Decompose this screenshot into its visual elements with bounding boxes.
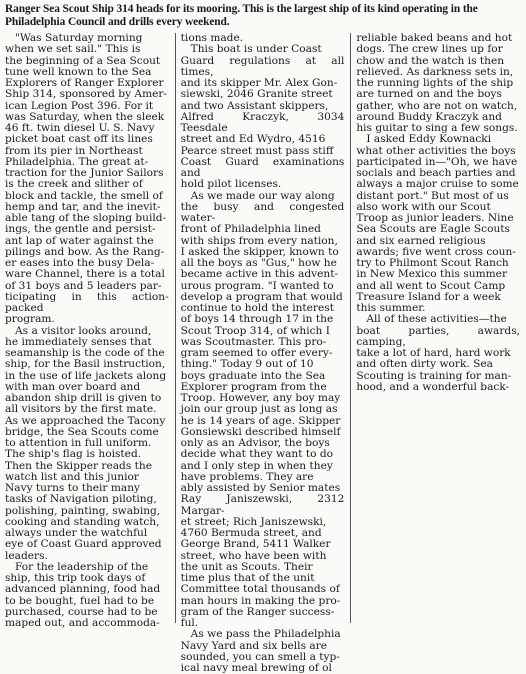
article-paragraph: As a visitor looks around, he immediately senses that seamanship is the code of the ship, for the Basil instruction, in the use of life jackets along with man over board and abandon ship drill is given to all visitors by the first mate. As we approached the Tacony bridge, the Sea Scouts come to attention in full uniform. The ship's flag is hoisted. Then the Skipper reads the watch list and this junior Navy turns to their many tasks of Navigation piloting, polishing, painting, swabing, cooking and standing watch, always under the watchful eye of Coast Guard approved leaders. <box>5 324 167 562</box>
article-paragraph: reliable baked beans and hot dogs. The crew lines up for chow and the watch is then relieved. As darkness sets in, the running lights of the ship are turned on and the boys gather, who are not on watch, around Buddy Kraczyk and his guitar to sing a few songs. <box>356 32 518 134</box>
article-paragraph: All of these activities—the boat parties, awards, camping, take a lot of hard, hard work and often dirty work. Sea Scouting is training for man- hood, and a wonderful back- <box>356 313 521 393</box>
article-paragraph: "Was Saturday morning when we set sail." This is the beginning of a Sea Scout tune well known to the Sea Explorers of Ranger Explorer Ship 314, sponsored by Amer- ican Legion Post 396. For it was Saturday, when the sleek 46 ft. twin diesel U. S. Navy picket boat cast off its lines from its pier in Northeast Philadelphia. The great at- traction for the Junior Sailors is the creek and slither of block and tackle, the smell of hemp and tar, and the inevit- able tang of the sloping build- ings, the gentle and persist- ant lap of water against the pilings and bow. As the Rang- er eases into the busy Dela- ware Channel, there is a total of 31 boys and 5 leaders par- ticipating in this action-packed program. <box>5 32 169 326</box>
article-paragraph: tions made. <box>180 32 244 44</box>
article-paragraph: For the leadership of the ship, this trip took days of advanced planning, food had to be bought, fuel had to be purchased, course had to be maped out, and accommoda- <box>5 560 161 629</box>
photo-caption: Ranger Sea Scout Ship 314 heads for its mooring. This is the largest ship of its kind operating in the Philadelphia Council and drills every weekend. <box>5 3 478 28</box>
article-columns <box>5 32 521 674</box>
article-column-1 <box>5 32 169 629</box>
article-column-3 <box>350 33 520 623</box>
article-paragraph: As we made our way along the busy and congested water- front of Philadelphia lined with ships from every nation, I asked the skipper, known to all the boys as "Gus," how he became active in this advent- urous program. "I wanted to develop a program that would continue to hold the interest of boys 14 through 17 in the Scout Troop 314, of which I was Scoutmaster. This pro- gram seemed to offer every- thing." Today 9 out of 10 boys graduate into the Sea Explorer program from the Troop. However, any boy may join our group just as long as he is 14 years of age. Skipper Gonsiewski described himself only as an Advisor, the boys decide what they want to do and I only step in when they have problems. They are ably assisted by Senior mates Ray Janiszewski, 2312 Margar- et street; Rich Janiszewski, 4760 Bermuda street, and George Brand, 5411 Walker street, who have been with the unit as Scouts. Their time plus that of the unit Committee total thousands of man hours in making the pro- gram of the Ranger success- ful. <box>180 189 345 629</box>
article-paragraph: As we pass the Philadelphia Navy Yard and six bells are sounded, you can smell a typ- ical navy meal brewing of ol <box>180 628 341 674</box>
article-paragraph: I asked Eddy Kownacki what other activities the boys participated in—"Oh, we have socials and beach parties and always a major cruise to some distant port." But most of us also work with our Scout Troop as junior leaders. Nine Sea Scouts are Eagle Scouts and six earned religious awards; five went cross coun- try to Philmont Scout Ranch in New Mexico this summer and all went to Scout Camp Treasure Island for a week this summer. <box>356 133 519 314</box>
article-column-2 <box>175 32 345 674</box>
article-paragraph: This boat is under Coast Guard regulations at all times, and its skipper Mr. Alex Gon- siewski, 2046 Granite street and two Assistant skippers, Alfred Kraczyk, 3034 Teesdale street and Ed Wydro, 4516 Pearce street must pass stiff Coast Guard examinations and hold pilot licenses. <box>180 43 345 191</box>
